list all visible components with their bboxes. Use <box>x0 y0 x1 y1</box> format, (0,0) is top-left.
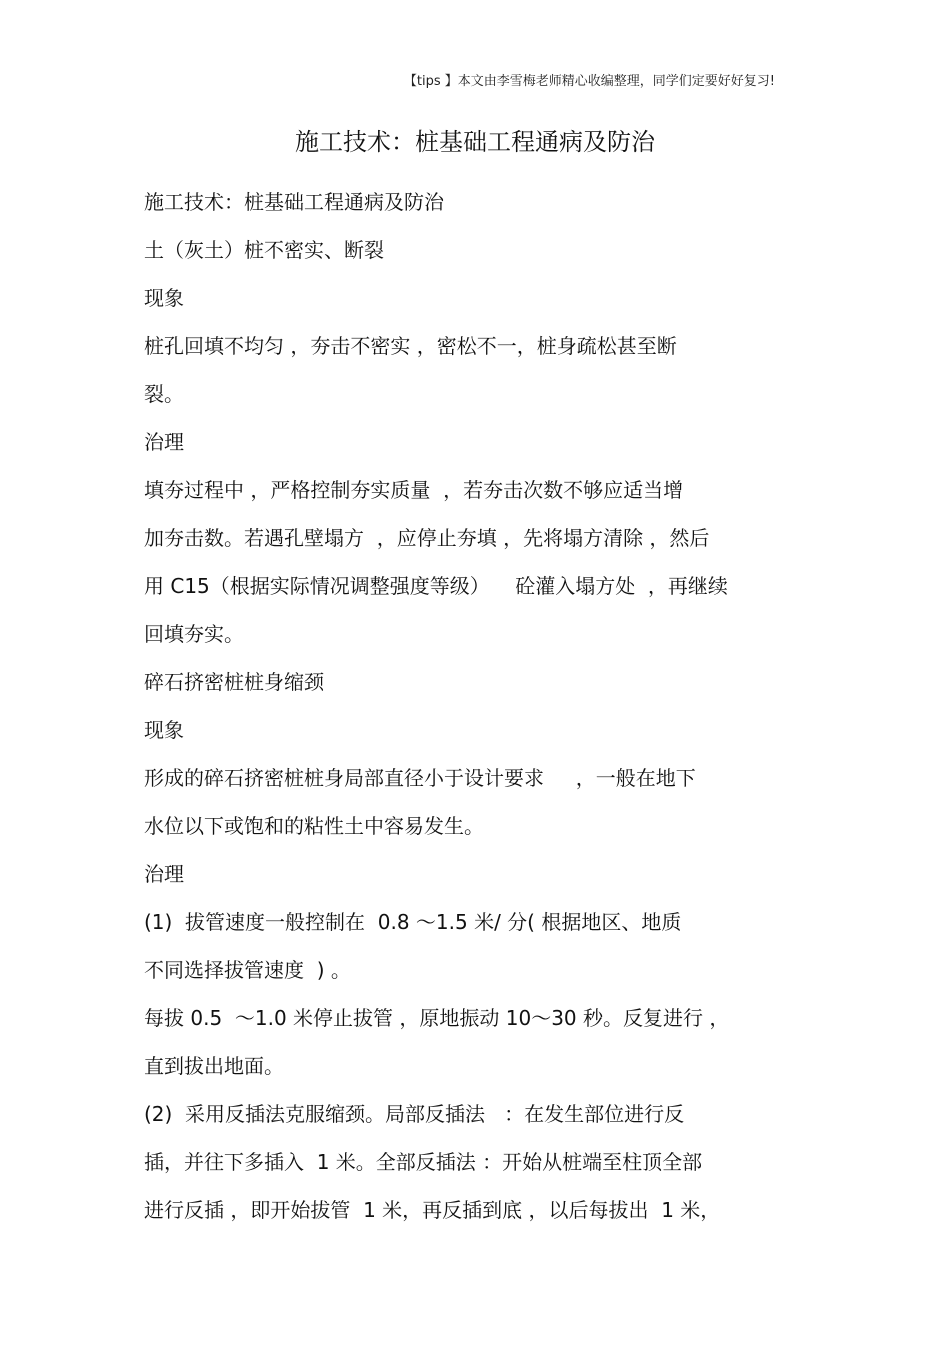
paragraph-line: 碎石挤密桩桩身缩颈 <box>144 670 324 694</box>
paragraph-line: (2) 采用反插法克服缩颈。局部反插法 ：在发生部位进行反 <box>144 1102 685 1126</box>
document-body <box>144 178 824 1234</box>
paragraph-line: 直到拔出地面。 <box>144 1054 284 1078</box>
paragraph-line: (1) 拔管速度一般控制在 0.8 ～1.5 米/ 分( 根据地区、地质 <box>144 910 682 934</box>
paragraph-line: 治理 <box>144 430 184 454</box>
paragraph-line: 土（灰土）桩不密实、断裂 <box>144 238 384 262</box>
paragraph-line: 桩孔回填不均匀 ，夯击不密实 ，密松不一，桩身疏松甚至断 <box>144 334 677 358</box>
paragraph-line: 不同选择拔管速度 ) 。 <box>144 958 351 982</box>
header-tips: 【tips 】本文由李雪梅老师精心收编整理，同学们定要好好复习! <box>403 74 775 89</box>
paragraph-line: 裂。 <box>144 382 184 406</box>
paragraph-line: 加夯击数。若遇孔壁塌方 ，应停止夯填 ，先将塌方清除 ，然后 <box>144 526 710 550</box>
paragraph-line: 治理 <box>144 862 184 886</box>
paragraph-line: 进行反插 ，即开始拔管 1 米，再反插到底 ，以后每拔出 1 米， <box>144 1198 721 1222</box>
paragraph-line: 插，并往下多插入 1 米。全部反插法 ：开始从桩端至柱顶全部 <box>144 1150 703 1174</box>
paragraph-line: 水位以下或饱和的粘性土中容易发生。 <box>144 814 484 838</box>
paragraph-line: 回填夯实。 <box>144 622 244 646</box>
paragraph-line: 形成的碎石挤密桩桩身局部直径小于设计要求 ，一般在地下 <box>144 766 696 790</box>
document-title: 施工技术：桩基础工程通病及防治 <box>295 128 655 156</box>
paragraph-line: 填夯过程中 ，严格控制夯实质量 ，若夯击次数不够应适当增 <box>144 478 684 502</box>
paragraph-line: 每拔 0.5 ～1.0 米停止拔管 ，原地振动 10～30 秒。反复进行 ， <box>144 1006 730 1030</box>
paragraph-line: 现象 <box>144 718 184 742</box>
paragraph-line: 施工技术：桩基础工程通病及防治 <box>144 190 444 214</box>
paragraph-line: 现象 <box>144 286 184 310</box>
paragraph-line: 用 C15（根据实际情况调整强度等级） 砼灌入塌方处 ，再继续 <box>144 574 728 598</box>
